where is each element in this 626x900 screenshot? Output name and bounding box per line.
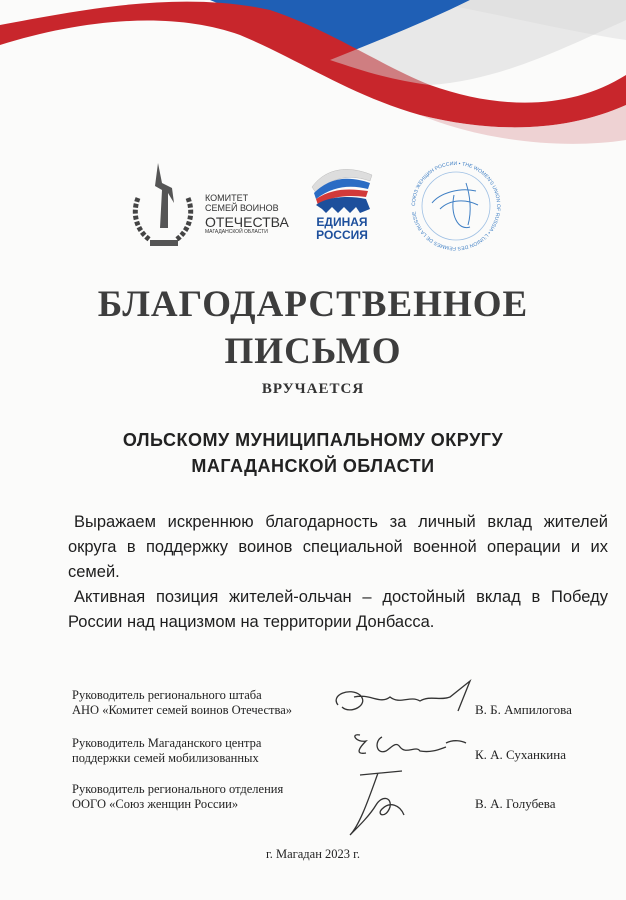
place-and-year: г. Магадан 2023 г. [266, 847, 360, 861]
recipient-line1: ОЛЬСКОМУ МУНИЦИПАЛЬНОМУ ОКРУГУ [122, 430, 504, 450]
role-line: АНО «Комитет семей воинов Отечества» [72, 703, 293, 717]
committee-emblem-icon [128, 158, 198, 250]
title-line2: ПИСЬМО [224, 331, 402, 372]
seal-ring-text-wrap [411, 161, 501, 251]
signatory-1-name: В. Б. Ампилогова [475, 702, 572, 717]
seal-ring-text: СОЮЗ ЖЕНЩИН РОССИИ • THE WOMEN'S UNION OF RUSSIA • L'UNION DES FEMMES DE LA RUSSIE [410, 160, 502, 252]
united-russia-bear-icon [308, 165, 376, 215]
committee-line3: ОТЕЧЕСТВА [205, 213, 289, 230]
handwritten-signatures [320, 675, 480, 845]
signatory-1-role [72, 688, 292, 718]
title-line1: БЛАГОДАРСТВЕННОЕ [97, 284, 529, 325]
party-line1: ЕДИНАЯ [316, 215, 368, 229]
role-line: Руководитель регионального штаба [72, 688, 262, 702]
body-paragraph-2: Активная позиция жителей-ольчан – достойный вклад в Победу России над нацизмом на территории Донбасса. [68, 588, 608, 631]
committee-line2: СЕМЕЙ ВОИНОВ [205, 203, 279, 214]
committee-line4: МАГАДАНСКОЙ ОБЛАСТИ [205, 228, 268, 235]
russian-flag-ribbon [0, 0, 626, 160]
committee-logo-text [205, 193, 289, 236]
signatory-3-role [72, 782, 283, 812]
signatory-2-role [72, 736, 261, 766]
party-line2: РОССИЯ [316, 228, 368, 242]
role-line: Руководитель Магаданского центра [72, 736, 262, 750]
role-line: Руководитель регионального отделения [72, 782, 284, 796]
role-line: поддержки семей мобилизованных [72, 751, 259, 765]
signatory-2-name: К. А. Суханкина [475, 747, 566, 762]
committee-line1: КОМИТЕТ [205, 193, 249, 203]
signatory-3-name: В. А. Голубева [475, 796, 556, 811]
body-paragraph-1: Выражаем искреннюю благодарность за личный вклад жителей округа в поддержку воинов специальной военной операции и их семей. [68, 513, 608, 581]
recipient-line2: МАГАДАНСКОЙ ОБЛАСТИ [191, 456, 435, 476]
united-russia-logo-text [308, 216, 376, 242]
role-line: ООГО «Союз женщин России» [72, 797, 239, 811]
letter-body [68, 510, 608, 635]
womens-union-seal-icon [408, 160, 504, 252]
subtitle: ВРУЧАЕТСЯ [261, 381, 365, 397]
